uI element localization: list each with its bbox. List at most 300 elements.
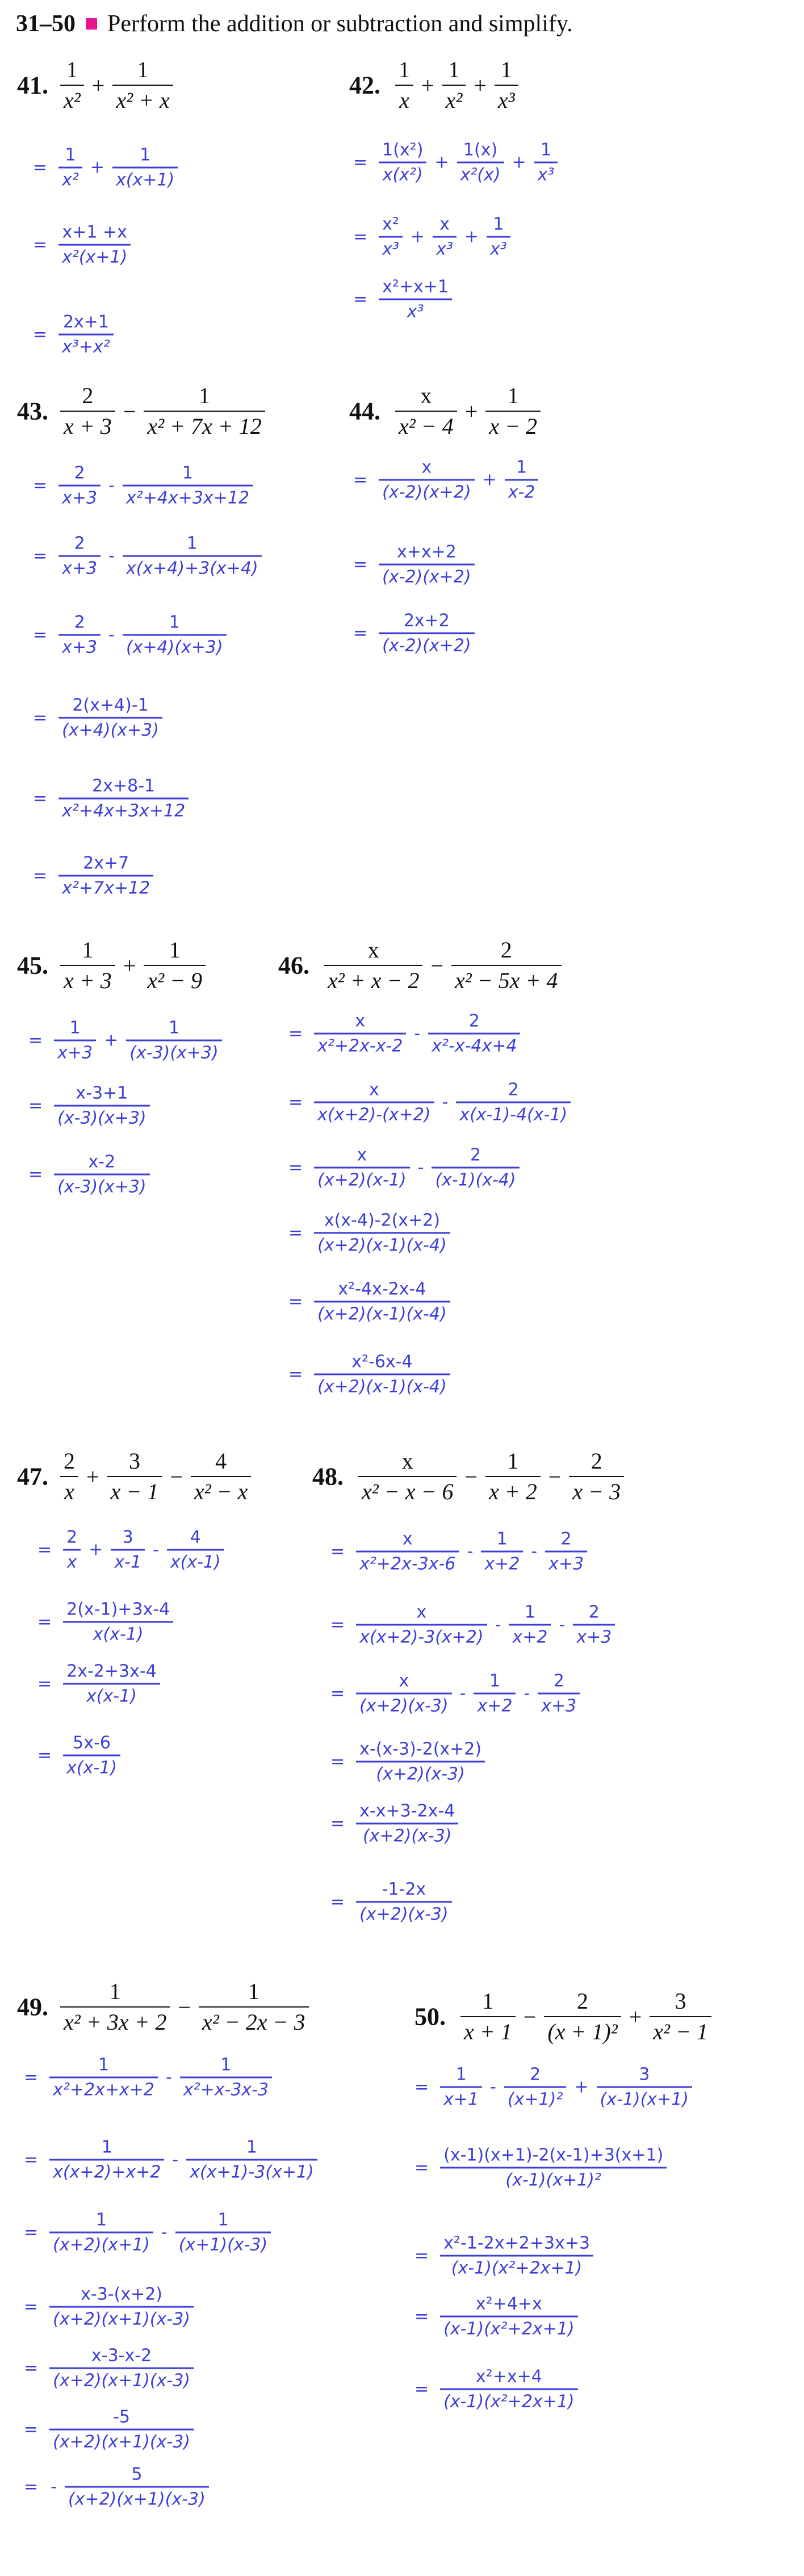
denominator: x²+x-3x-3 [183, 2080, 269, 2100]
fraction [487, 215, 510, 259]
fraction [456, 1081, 571, 1124]
denominator: x²+2x+x+2 [53, 2080, 155, 2100]
numerator: 1 [482, 1988, 494, 2014]
numerator: 2 [553, 1671, 564, 1691]
denominator: x+3 [62, 558, 98, 579]
fraction [485, 1449, 541, 1504]
operator: - [490, 2077, 496, 2097]
numerator: x [439, 214, 450, 235]
operator: - [524, 1683, 530, 1704]
problem-expression [457, 1989, 715, 2044]
handwritten-step [288, 1146, 523, 1190]
fraction [58, 464, 101, 508]
fraction [314, 1353, 450, 1396]
fraction [356, 1740, 485, 1784]
numerator: x [421, 457, 432, 478]
handwritten-step [414, 2368, 581, 2411]
denominator: x − 2 [489, 413, 538, 439]
denominator: (x-3)(x+3) [129, 1043, 219, 1063]
fraction [58, 696, 162, 740]
numerator: x-2 [88, 1152, 116, 1172]
denominator: (x-2)(x+2) [382, 635, 471, 656]
equals-sign: = [24, 2477, 39, 2497]
denominator: x [66, 1552, 77, 1573]
numerator: x [401, 1448, 413, 1474]
numerator: 1 [541, 140, 552, 160]
fraction [544, 1989, 621, 2044]
problem-number: 42. [349, 71, 380, 99]
numerator: 5x-6 [73, 1733, 111, 1753]
denominator: x(x+2)-3(x+2) [359, 1627, 484, 1647]
denominator: x(x²) [382, 165, 423, 185]
numerator: 1 [507, 383, 519, 408]
numerator: x [357, 1145, 367, 1165]
numerator: 1 [137, 57, 149, 82]
operator: + [464, 227, 479, 247]
problem-number: 41. [17, 71, 48, 99]
fraction [433, 215, 457, 259]
operator: - [108, 625, 115, 645]
fraction [538, 1672, 580, 1716]
equals-sign: = [414, 2077, 429, 2097]
problem-expression [355, 1449, 627, 1504]
equals-sign: = [288, 1157, 303, 1178]
denominator: x+2 [484, 1554, 520, 1574]
handwritten-step [330, 1603, 618, 1647]
handwritten-step [28, 1019, 225, 1063]
denominator: (x+2)(x+1)(x-3) [68, 2489, 206, 2510]
denominator: x² − 2x − 3 [202, 2009, 305, 2035]
fraction [356, 1603, 487, 1647]
denominator: x²+4x+3x+12 [62, 801, 186, 821]
operator: - [467, 1541, 474, 1562]
fraction [495, 57, 518, 113]
fraction [58, 777, 189, 821]
exercise-instruction: Perform the addition or subtraction and simplify. [107, 11, 573, 37]
equals-sign: = [353, 554, 368, 575]
denominator: x(x-1)-4(x-1) [459, 1105, 568, 1125]
fraction [63, 1600, 173, 1644]
fraction [191, 1449, 252, 1504]
numerator: 1 [217, 2210, 229, 2230]
denominator: (x+2)(x+1)(x-3) [53, 2309, 190, 2330]
numerator: 2x+1 [62, 312, 110, 332]
denominator: (x + 1)² [547, 2019, 618, 2044]
numerator: 2 [470, 1145, 481, 1165]
handwritten-step [288, 1211, 454, 1255]
handwritten-step [24, 2408, 197, 2452]
fraction [379, 458, 474, 502]
fraction [60, 938, 115, 993]
denominator: x [399, 87, 409, 113]
equals-sign: = [33, 788, 48, 809]
equals-sign: = [37, 1674, 52, 1694]
denominator: (x+4)(x+3) [125, 637, 223, 658]
numerator: 1 [524, 1602, 535, 1622]
numerator: 1 [220, 2055, 232, 2075]
numerator: 2 [591, 1448, 602, 1474]
handwritten-step [24, 2211, 274, 2255]
operator: - [559, 1615, 566, 1635]
fraction [63, 1662, 160, 1706]
denominator: x+1 [443, 2089, 479, 2110]
handwritten-step [24, 2138, 321, 2182]
equals-sign: = [33, 235, 48, 255]
denominator: x² + x [116, 87, 170, 113]
denominator: (x-2)(x+2) [382, 482, 471, 503]
equals-sign: = [414, 2157, 429, 2178]
numerator: 1 [489, 1671, 500, 1691]
numerator: x [420, 383, 432, 408]
denominator: x³ [436, 239, 453, 260]
fraction [457, 141, 504, 185]
problem-number: 45. [17, 951, 48, 980]
operator: − [523, 2004, 537, 2030]
handwritten-step [33, 313, 117, 357]
denominator: (x-3)(x+3) [57, 1108, 146, 1128]
denominator: x + 3 [64, 413, 112, 439]
numerator: 2x+2 [403, 610, 450, 631]
denominator: x³+x² [62, 337, 110, 357]
denominator: x(x-1) [86, 1686, 137, 1707]
handwritten-step [353, 612, 478, 655]
fraction [573, 1603, 615, 1647]
denominator: (x-1)(x+1)² [505, 2170, 601, 2190]
fraction [54, 1019, 96, 1063]
denominator: x+2 [512, 1627, 548, 1647]
denominator: (x+2)(x-3) [362, 1826, 452, 1846]
operator: - [108, 546, 115, 566]
denominator: (x-1)(x+1) [600, 2089, 689, 2110]
numerator: 2 [74, 533, 85, 554]
fraction [504, 2065, 566, 2109]
handwritten-step [28, 1084, 153, 1128]
fraction [442, 57, 466, 113]
fraction [58, 146, 82, 190]
denominator: x+2 [477, 1696, 513, 1716]
equals-sign: = [353, 289, 368, 310]
numerator: 2(x-1)+3x-4 [66, 1599, 170, 1620]
numerator: 2 [82, 383, 94, 408]
operator: + [434, 152, 449, 173]
numerator: x(x-4)-2(x+2) [324, 1210, 440, 1231]
denominator: (x+2)(x+1)(x-3) [53, 2432, 190, 2452]
denominator: x² [62, 170, 79, 190]
denominator: (x+2)(x-3) [376, 1764, 465, 1784]
denominator: x³ [489, 239, 507, 260]
numerator: 1 [500, 57, 512, 82]
fraction [58, 854, 153, 898]
handwritten-step [330, 1672, 583, 1716]
problem-expression [57, 1449, 254, 1504]
equals-sign: = [24, 2067, 39, 2088]
numerator: 2 [508, 1080, 519, 1100]
numerator: 1 [168, 1018, 180, 1038]
equals-sign: = [353, 470, 368, 490]
denominator: x(x-1) [170, 1552, 221, 1573]
denominator: x²-x-4x+4 [432, 1036, 517, 1056]
denominator: x − 1 [110, 1479, 159, 1504]
operator: - [166, 2067, 172, 2088]
equals-sign: = [288, 1223, 303, 1243]
equals-sign: = [414, 2379, 429, 2399]
fraction [58, 613, 101, 657]
numerator: 1 [69, 1018, 81, 1038]
denominator: x² [445, 87, 463, 113]
fraction [314, 1081, 434, 1124]
operator: + [104, 1030, 119, 1051]
fraction [58, 534, 101, 578]
equals-sign: = [33, 708, 48, 728]
denominator: (x+2)(x-3) [359, 1696, 449, 1716]
numerator: x²-1-2x+2+3x+3 [443, 2233, 590, 2253]
numerator: 2x-2+3x-4 [66, 1661, 157, 1682]
fraction [358, 1449, 457, 1504]
equals-sign: = [24, 2358, 39, 2378]
fraction [485, 383, 541, 439]
numerator: 3 [675, 1988, 686, 2014]
numerator: 2 [588, 1602, 600, 1622]
numerator: x [402, 1529, 413, 1549]
problem-expression [392, 383, 544, 439]
denominator: x(x+1)-3(x+1) [190, 2162, 314, 2182]
fraction [379, 215, 403, 259]
numerator: 1 [101, 2137, 112, 2157]
numerator: 1 [169, 612, 180, 633]
equals-sign: = [33, 157, 48, 178]
fraction [324, 938, 422, 993]
equals-sign: = [288, 1092, 303, 1113]
denominator: x²+4x+3x+12 [125, 488, 249, 508]
handwritten-step [33, 613, 230, 657]
denominator: x²(x+1) [62, 247, 128, 267]
handwritten-step [37, 1600, 177, 1644]
fraction [65, 2465, 209, 2509]
equals-sign: = [330, 1892, 345, 1912]
denominator: (x+4)(x+3) [62, 720, 159, 741]
fraction [49, 2056, 158, 2100]
fraction [379, 278, 452, 321]
fraction [49, 2347, 194, 2390]
fraction [112, 57, 173, 113]
numerator: x²-4x-2x-4 [338, 1279, 426, 1299]
operator: + [90, 157, 105, 178]
numerator: 1 [98, 2055, 110, 2075]
numerator: 3 [122, 1527, 133, 1548]
operator: - [531, 1541, 538, 1562]
equals-sign: = [24, 2297, 39, 2317]
fraction [49, 2408, 194, 2452]
equals-sign: = [330, 1541, 345, 1562]
handwritten-step [37, 1734, 124, 1778]
numerator: 2 [64, 1448, 75, 1474]
denominator: x(x-1) [66, 1758, 117, 1778]
handwritten-step [353, 141, 561, 185]
problem-expression [57, 1979, 312, 2035]
numerator: x [367, 937, 379, 963]
fraction [54, 1153, 149, 1197]
fraction [63, 1528, 81, 1572]
fraction [356, 1880, 451, 1924]
operator: + [410, 227, 425, 247]
numerator: 4 [190, 1527, 201, 1548]
numerator: 2x+8-1 [92, 776, 156, 796]
denominator: (x+2)(x-1)(x-4) [317, 1235, 447, 1256]
handwritten-step [330, 1880, 455, 1924]
numerator: 2 [577, 1988, 588, 2014]
equals-sign: = [414, 2245, 429, 2266]
problem-number: 49. [17, 1993, 48, 2021]
denominator: x+3 [548, 1554, 584, 1574]
equals-sign: = [288, 1364, 303, 1385]
operator: − [430, 952, 444, 978]
equals-sign: = [28, 1030, 43, 1051]
fraction [440, 2295, 577, 2339]
equals-sign: = [330, 1615, 345, 1635]
fraction [167, 1528, 224, 1572]
equals-sign: = [330, 1751, 345, 1772]
operator: + [474, 72, 487, 98]
denominator: (x+2)(x-1) [317, 1170, 407, 1190]
equals-sign: = [353, 227, 368, 247]
equals-sign: = [37, 1612, 52, 1632]
equals-sign: = [28, 1095, 43, 1116]
equals-sign: = [24, 2419, 39, 2440]
fraction [123, 464, 253, 508]
equals-sign: = [288, 1291, 303, 1312]
fraction [379, 141, 426, 185]
fraction [112, 146, 178, 190]
denominator: x-1 [114, 1552, 142, 1573]
handwritten-step [414, 2295, 581, 2339]
handwritten-step [33, 777, 192, 821]
equals-sign: = [414, 2306, 429, 2327]
fraction [199, 1979, 308, 2035]
numerator: 1(x²) [382, 140, 424, 160]
fraction [144, 383, 265, 439]
operator: - [172, 2150, 179, 2170]
operator: − [170, 1463, 183, 1490]
denominator: (x+2)(x-1)(x-4) [317, 1377, 447, 1397]
numerator: 2x+7 [83, 853, 129, 873]
denominator: x³ [537, 165, 555, 185]
numerator: 1 [109, 1979, 121, 2004]
problem-number: 44. [349, 397, 380, 425]
denominator: x − 3 [572, 1479, 621, 1504]
fraction [395, 57, 413, 113]
equals-sign: = [353, 623, 368, 643]
fraction [451, 938, 561, 993]
fraction [144, 938, 206, 993]
denominator: x + 3 [64, 968, 112, 993]
operator: − [548, 1463, 562, 1490]
fraction [505, 458, 539, 502]
problem-number: 48. [312, 1462, 344, 1491]
problem-expression [392, 57, 522, 113]
denominator: x(x+4)+3(x+4) [125, 558, 258, 579]
numerator: 3 [128, 1448, 140, 1474]
denominator: x [64, 1479, 74, 1504]
handwritten-step [33, 146, 181, 190]
numerator: 2 [468, 1011, 480, 1031]
equals-sign: = [37, 1540, 52, 1560]
operator: − [178, 1994, 191, 2020]
equals-sign: = [33, 865, 48, 886]
problem-number: 50. [414, 2002, 446, 2031]
numerator: x²+x+1 [382, 277, 449, 297]
equals-sign: = [288, 1023, 303, 1044]
denominator: x+3 [576, 1627, 612, 1647]
exercise-range: 31–50 [16, 11, 76, 37]
fraction [314, 1280, 450, 1324]
fraction [60, 57, 84, 113]
handwritten-step [414, 2065, 696, 2109]
handwritten-step [353, 458, 542, 502]
fraction [58, 223, 131, 267]
fraction [474, 1672, 516, 1716]
fraction [650, 1989, 711, 2044]
exercise-header [16, 10, 573, 37]
denominator: x² + 3x + 2 [64, 2009, 167, 2035]
handwritten-step [288, 1012, 524, 1056]
denominator: (x+2)(x-1)(x-4) [317, 1304, 447, 1324]
fraction [186, 2138, 317, 2182]
handwritten-step [24, 2465, 212, 2509]
operator: + [421, 72, 434, 98]
numerator: 2(x+4)-1 [72, 695, 149, 716]
operator: − [123, 398, 136, 424]
numerator: -5 [113, 2407, 131, 2427]
equals-sign: = [330, 1813, 345, 1834]
problem-number: 47. [17, 1462, 48, 1491]
fraction [123, 534, 262, 578]
numerator: 2 [500, 937, 512, 963]
numerator: 4 [215, 1448, 227, 1474]
fraction [356, 1802, 458, 1846]
fraction [428, 1012, 520, 1056]
fraction [534, 141, 558, 185]
denominator: (x+1)(x-3) [178, 2235, 268, 2255]
numerator: 1 [248, 1979, 259, 2004]
numerator: 1 [82, 937, 94, 963]
numerator: 3 [639, 2064, 650, 2085]
numerator: x [416, 1602, 427, 1622]
numerator: 1 [186, 533, 198, 554]
handwritten-step [33, 696, 166, 740]
numerator: 1 [399, 57, 410, 82]
handwritten-step [288, 1081, 574, 1124]
handwritten-step [28, 1153, 153, 1197]
denominator: x³ [382, 239, 399, 260]
equals-sign: = [353, 152, 368, 173]
denominator: x+3 [541, 1696, 577, 1716]
operator: - [414, 1023, 421, 1044]
operator: - [153, 1540, 159, 1560]
numerator: 1 [199, 383, 211, 408]
equals-sign: = [33, 475, 48, 496]
handwritten-step [24, 2285, 197, 2329]
numerator: 1 [455, 2064, 467, 2085]
denominator: (x+1)² [507, 2089, 563, 2110]
denominator: x³ [407, 302, 424, 322]
handwritten-step [353, 278, 455, 321]
handwritten-step [37, 1662, 164, 1706]
handwritten-step [33, 534, 265, 578]
fraction [379, 612, 474, 655]
equals-sign: = [37, 1745, 52, 1766]
denominator: x² + 7x + 12 [147, 413, 262, 439]
handwritten-step [414, 2146, 670, 2190]
